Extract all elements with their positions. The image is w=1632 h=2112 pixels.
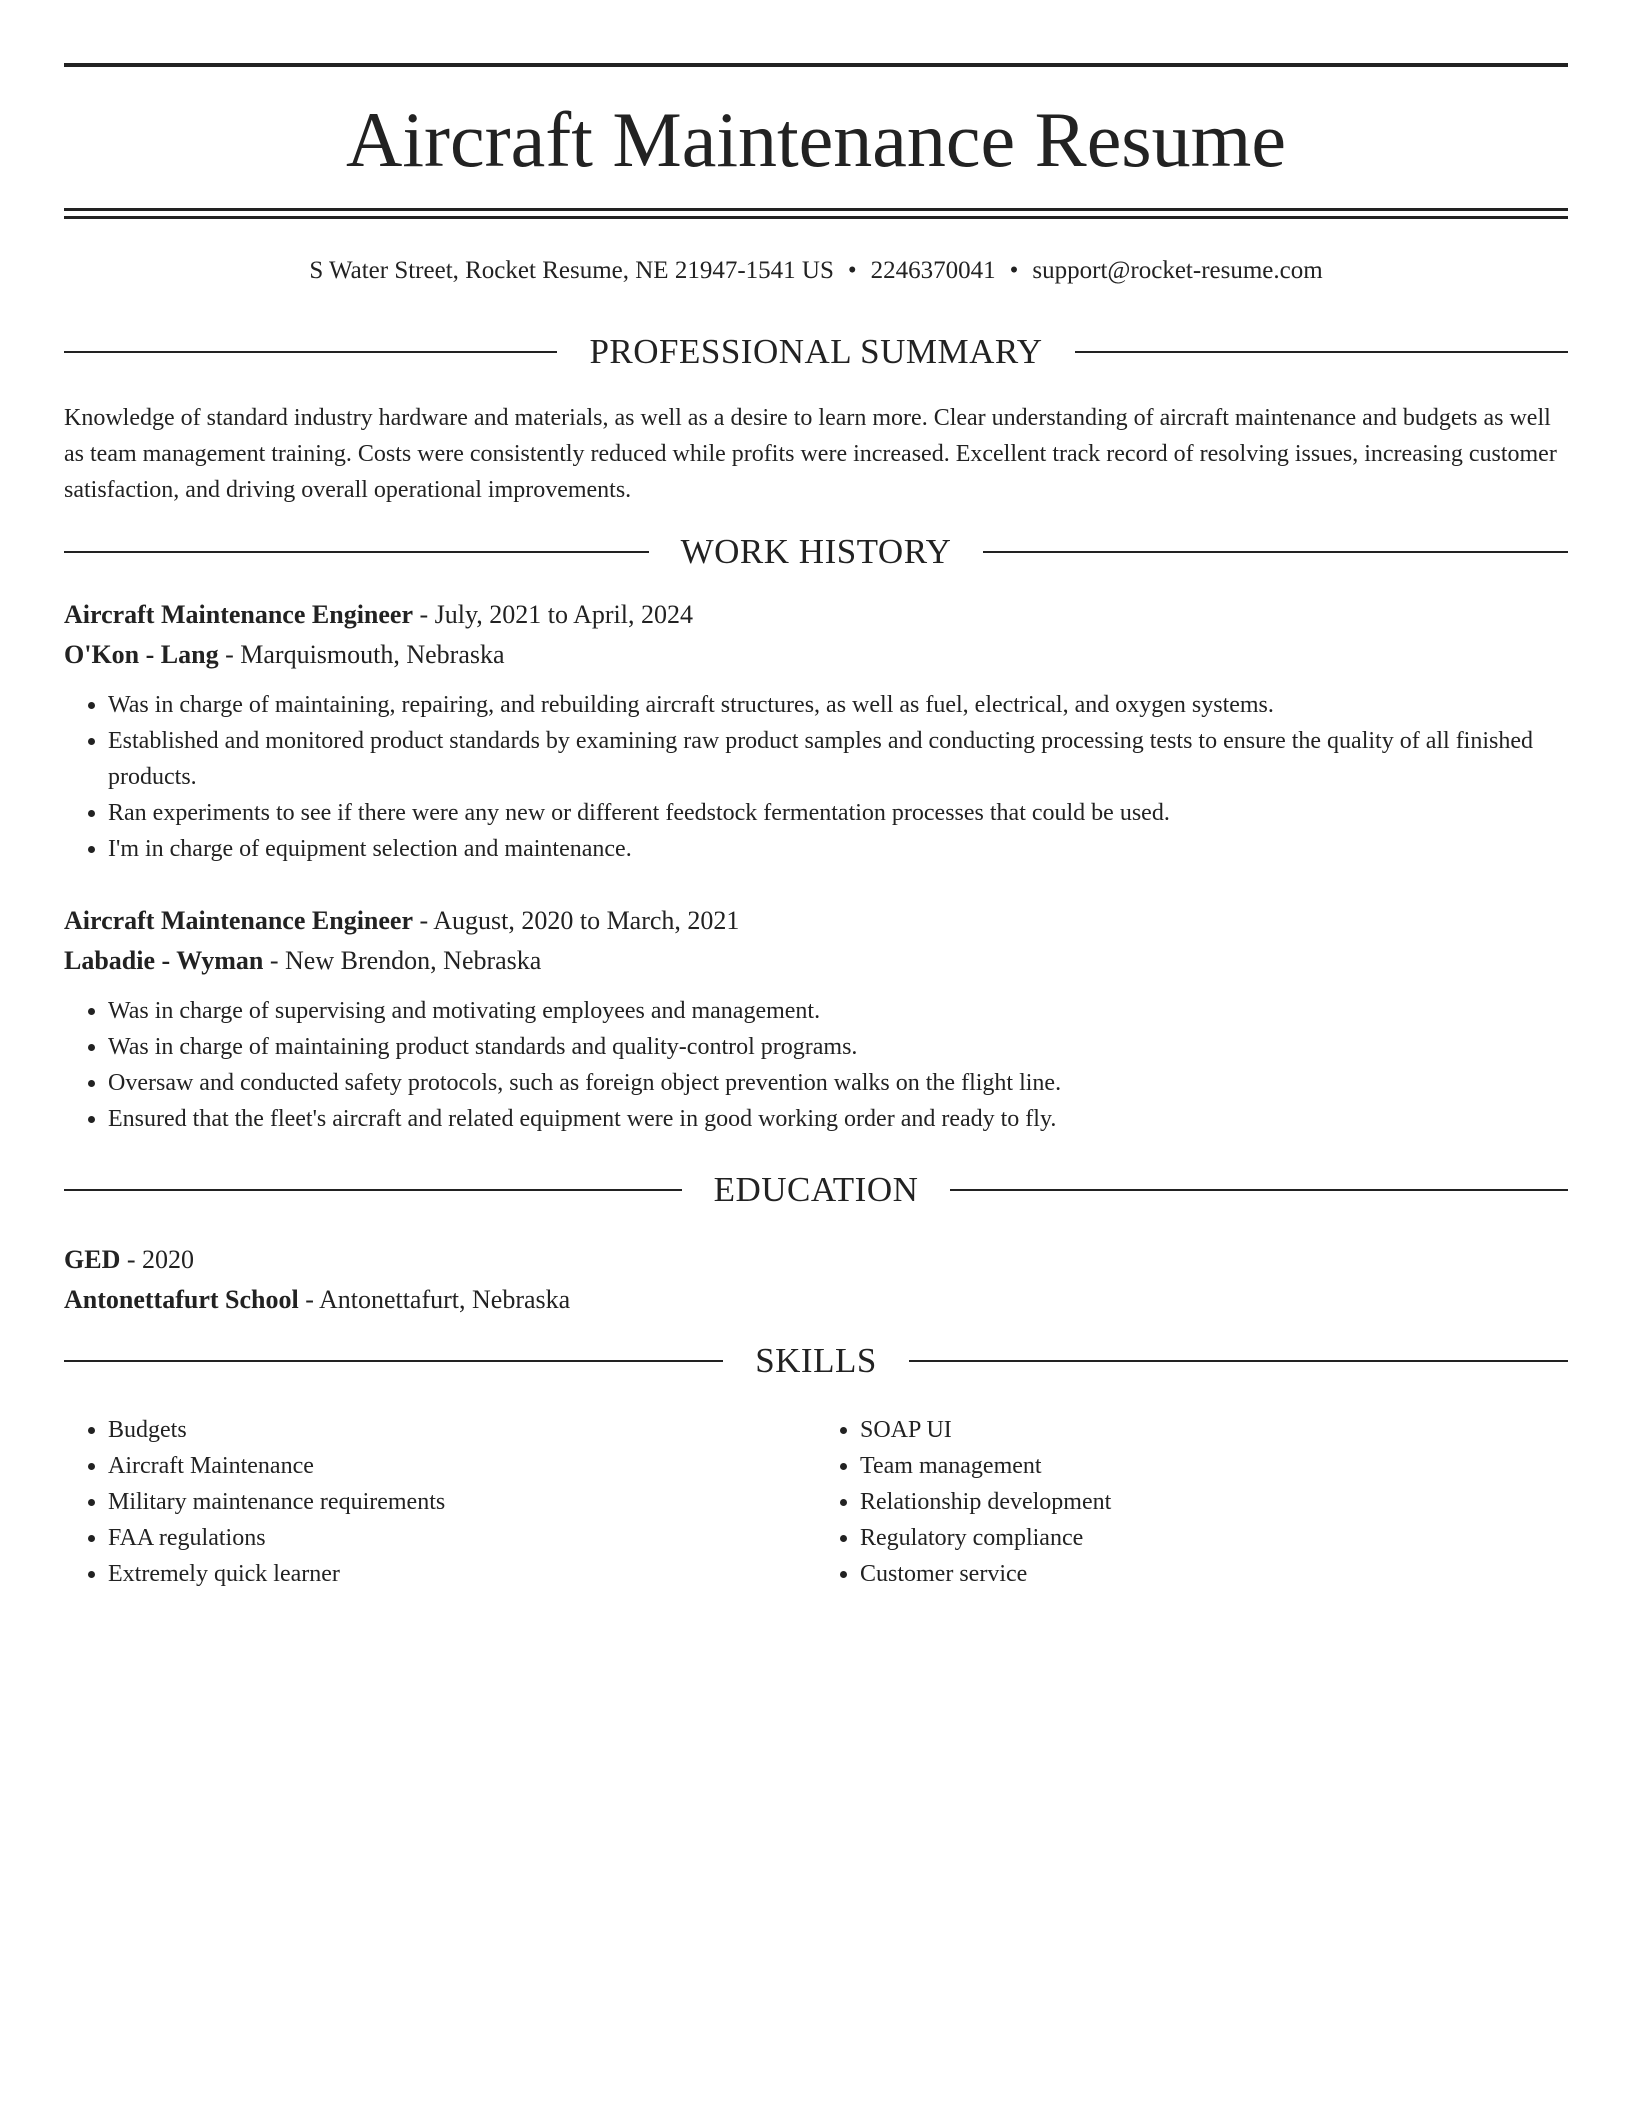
list-item: • Was in charge of maintaining product standards and quality-control programs. xyxy=(108,1029,1568,1065)
section-heading-label: WORK HISTORY xyxy=(680,532,952,571)
contact-separator: • xyxy=(1009,257,1019,284)
skills-heading xyxy=(64,1341,1568,1381)
skills-list-right xyxy=(816,1412,1568,1592)
education-location: - Antonettafurt, Nebraska xyxy=(298,1285,571,1314)
title-rule-lower xyxy=(64,216,1568,219)
job-bullets xyxy=(64,687,1568,867)
job-title-line xyxy=(64,901,1568,941)
education-year: - 2020 xyxy=(120,1245,195,1274)
skills-columns xyxy=(64,1412,1568,1592)
summary-heading xyxy=(64,332,1568,372)
list-item: • Ensured that the fleet's aircraft and related equipment were in good working order and ready to fly. xyxy=(108,1101,1568,1137)
contact-separator: • xyxy=(847,257,857,284)
top-rule xyxy=(64,63,1568,67)
job-company: O'Kon - Lang xyxy=(64,640,219,669)
summary-text: Knowledge of standard industry hardware and materials, as well as a desire to learn more. Clear understanding of aircraft maintenance and budgets as well as team management training. Costs were consistently reduced while profits were increased. Excellent track record of resolving issues, increasing customer satisfaction, and driving overall operational improvements. xyxy=(64,405,1557,503)
divider xyxy=(909,1360,1568,1362)
work-heading xyxy=(64,532,1568,572)
section-heading-label: EDUCATION xyxy=(713,1170,919,1209)
list-item: • FAA regulations xyxy=(108,1520,816,1556)
job-company-line xyxy=(64,941,1568,981)
education-degree-line xyxy=(64,1240,1568,1280)
job-dates: - July, 2021 to April, 2024 xyxy=(413,600,693,629)
education-degree: GED xyxy=(64,1245,121,1274)
list-item: • Was in charge of maintaining, repairing, and rebuilding aircraft structures, as well as fuel, electrical, and oxygen systems. xyxy=(108,687,1568,723)
title-rule-upper xyxy=(64,208,1568,211)
divider xyxy=(64,551,649,553)
job-location: - New Brendon, Nebraska xyxy=(263,946,542,975)
list-item: • Aircraft Maintenance xyxy=(108,1448,816,1484)
list-item: • Ran experiments to see if there were any new or different feedstock fermentation processes that could be used. xyxy=(108,795,1568,831)
list-item: • Established and monitored product standards by examining raw product samples and conducting processing tests to ensure the quality of all finished products. xyxy=(108,723,1568,795)
education-school: Antonettafurt School xyxy=(64,1285,299,1314)
list-item: • Military maintenance requirements xyxy=(108,1484,816,1520)
divider xyxy=(64,1360,723,1362)
list-item: • Customer service xyxy=(860,1556,1568,1592)
contact-address: S Water Street, Rocket Resume, NE 21947-1541 US xyxy=(309,257,834,284)
job-dates: - August, 2020 to March, 2021 xyxy=(413,906,740,935)
divider xyxy=(64,1189,682,1191)
job-title-line xyxy=(64,595,1568,635)
section-heading-label: PROFESSIONAL SUMMARY xyxy=(589,332,1043,371)
list-item: • I'm in charge of equipment selection and maintenance. xyxy=(108,831,1568,867)
job-bullets xyxy=(64,993,1568,1137)
contact-phone: 2246370041 xyxy=(870,257,996,284)
list-item: • SOAP UI xyxy=(860,1412,1568,1448)
education-school-line xyxy=(64,1280,1568,1320)
job-company: Labadie - Wyman xyxy=(64,946,264,975)
list-item: • Was in charge of supervising and motivating employees and management. xyxy=(108,993,1568,1029)
list-item: • Extremely quick learner xyxy=(108,1556,816,1592)
job-location: - Marquismouth, Nebraska xyxy=(218,640,505,669)
job-title: Aircraft Maintenance Engineer xyxy=(64,906,413,935)
list-item: • Budgets xyxy=(108,1412,816,1448)
job-company-line xyxy=(64,635,1568,675)
divider xyxy=(1075,351,1568,353)
job-entry xyxy=(64,901,1568,1137)
divider xyxy=(64,351,557,353)
list-item: • Relationship development xyxy=(860,1484,1568,1520)
job-title: Aircraft Maintenance Engineer xyxy=(64,600,413,629)
list-item: • Team management xyxy=(860,1448,1568,1484)
job-entry xyxy=(64,595,1568,867)
skills-list-left xyxy=(64,1412,816,1592)
divider xyxy=(983,551,1568,553)
page-title: Aircraft Maintenance Resume xyxy=(346,96,1286,183)
contact-email: support@rocket-resume.com xyxy=(1032,257,1323,284)
education-entry xyxy=(64,1240,1568,1320)
contact-line xyxy=(64,255,1568,287)
divider xyxy=(950,1189,1568,1191)
list-item: • Oversaw and conducted safety protocols, such as foreign object prevention walks on the flight line. xyxy=(108,1065,1568,1101)
list-item: • Regulatory compliance xyxy=(860,1520,1568,1556)
section-heading-label: SKILLS xyxy=(755,1341,877,1380)
education-heading xyxy=(64,1170,1568,1210)
